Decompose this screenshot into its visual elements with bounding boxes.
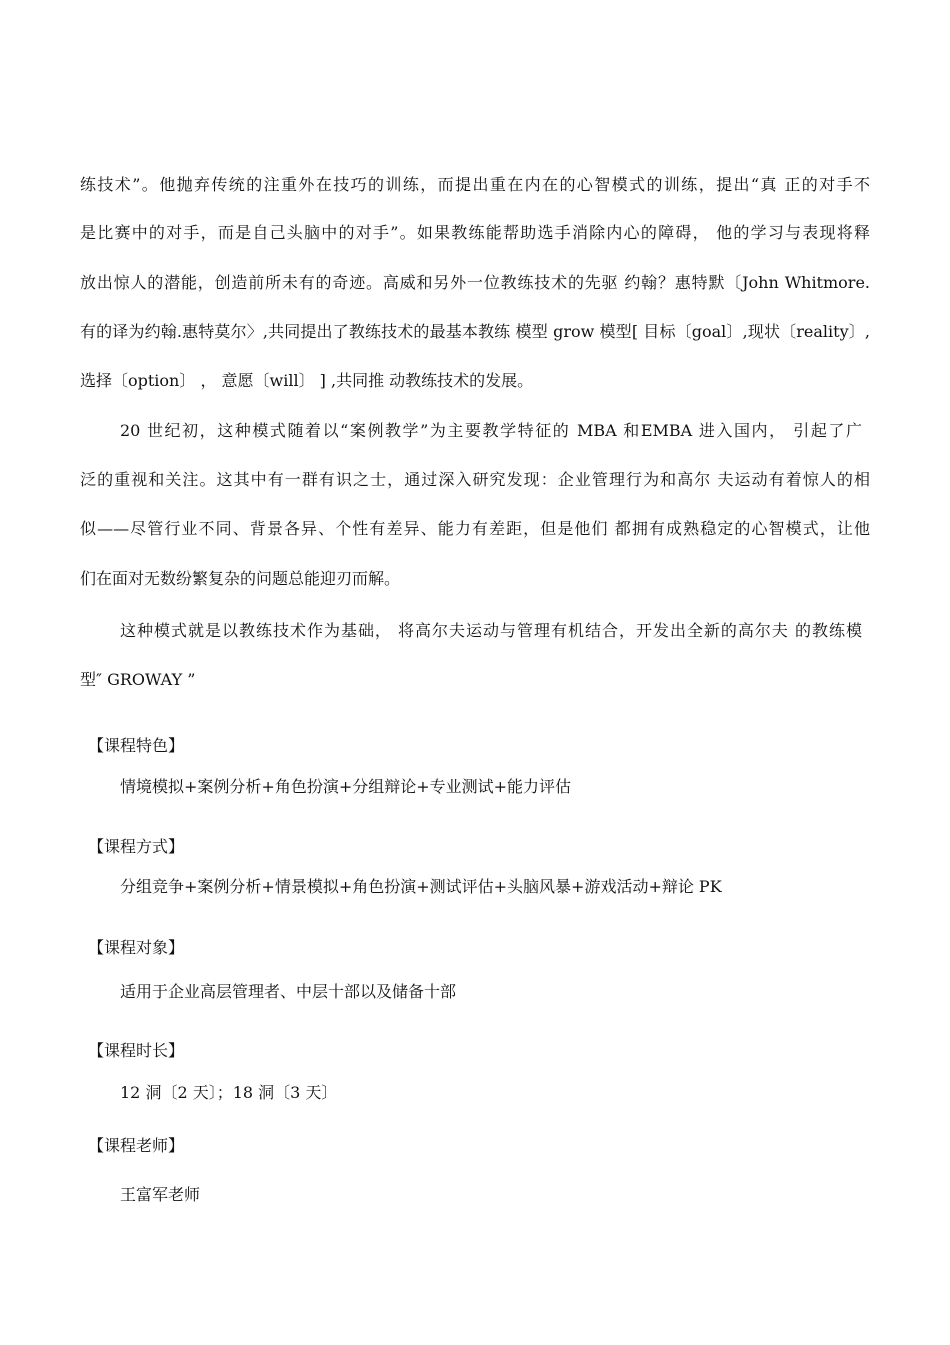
section-content-method: 分组竞争+案例分析+情景模拟+角色扮演+测试评估+头脑风暴+游戏活动+辩论 PK: [120, 877, 722, 896]
paragraph-1-line-2: 是比赛中的对手，而是自己头脑中的对手”。如果教练能帮助选手消除内心的障碍， 他的学习与表现将释: [80, 223, 870, 242]
section-content-audience: 适用于企业高层管理者、中层十部以及储备十部: [120, 982, 457, 1001]
section-heading-method: 【课程方式】: [88, 837, 185, 856]
paragraph-3-line-1: 这种模式就是以教练技术作为基础， 将高尔夫运动与管理有机结合，开发出全新的高尔夫 的教练模: [120, 621, 862, 640]
section-content-duration: 12 洞〔2 天〕；18 洞〔3 天〕: [120, 1083, 338, 1102]
paragraph-2-line-2: 泛的重视和关注。这其中有一群有识之士，通过深入研究发现：企业管理行为和高尔 夫运动有着惊人的相: [80, 470, 870, 489]
paragraph-1-line-1: 练技术”。他抛弃传统的注重外在技巧的训练，而提出重在内在的心智模式的训练，提出“真 正的对手不: [80, 175, 870, 194]
paragraph-2-line-3: 似——尽管行业不同、背景各异、个性有差异、能力有差距，但是他们 都拥有成熟稳定的心智模式，让他: [80, 519, 870, 538]
section-heading-duration: 【课程时长】: [88, 1041, 185, 1060]
paragraph-2-line-1: 20 世纪初，这种模式随着以“案例教学”为主要教学特征的 MBA 和EMBA 进入国内， 引起了广: [120, 421, 862, 440]
section-heading-audience: 【课程对象】: [88, 938, 185, 957]
paragraph-3-line-2: 型″ GROWAY ”: [80, 670, 196, 689]
section-content-teacher: 王富军老师: [120, 1185, 201, 1204]
section-heading-teacher: 【课程老师】: [88, 1136, 185, 1155]
paragraph-1-line-5: 选择〔option〕 ， 意愿〔will〕 ] ,共同推 动教练技术的发展。: [80, 371, 534, 390]
paragraph-1-line-4: 有的译为约翰.惠特莫尔〉,共同提出了教练技术的最基本教练 模型 grow 模型[ 目标〔goal〕,现状〔reality〕,: [80, 322, 870, 341]
paragraph-1-line-3: 放出惊人的潜能，创造前所未有的奇迹。高威和另外一位教练技术的先驱 约翰？惠特默〔John Whitmore.: [80, 273, 870, 292]
section-content-features: 情境模拟+案例分析+角色扮演+分组辩论+专业测试+能力评估: [120, 777, 572, 796]
paragraph-2-line-4: 们在面对无数纷繁复杂的问题总能迎刃而解。: [80, 569, 401, 588]
section-heading-features: 【课程特色】: [88, 736, 185, 755]
